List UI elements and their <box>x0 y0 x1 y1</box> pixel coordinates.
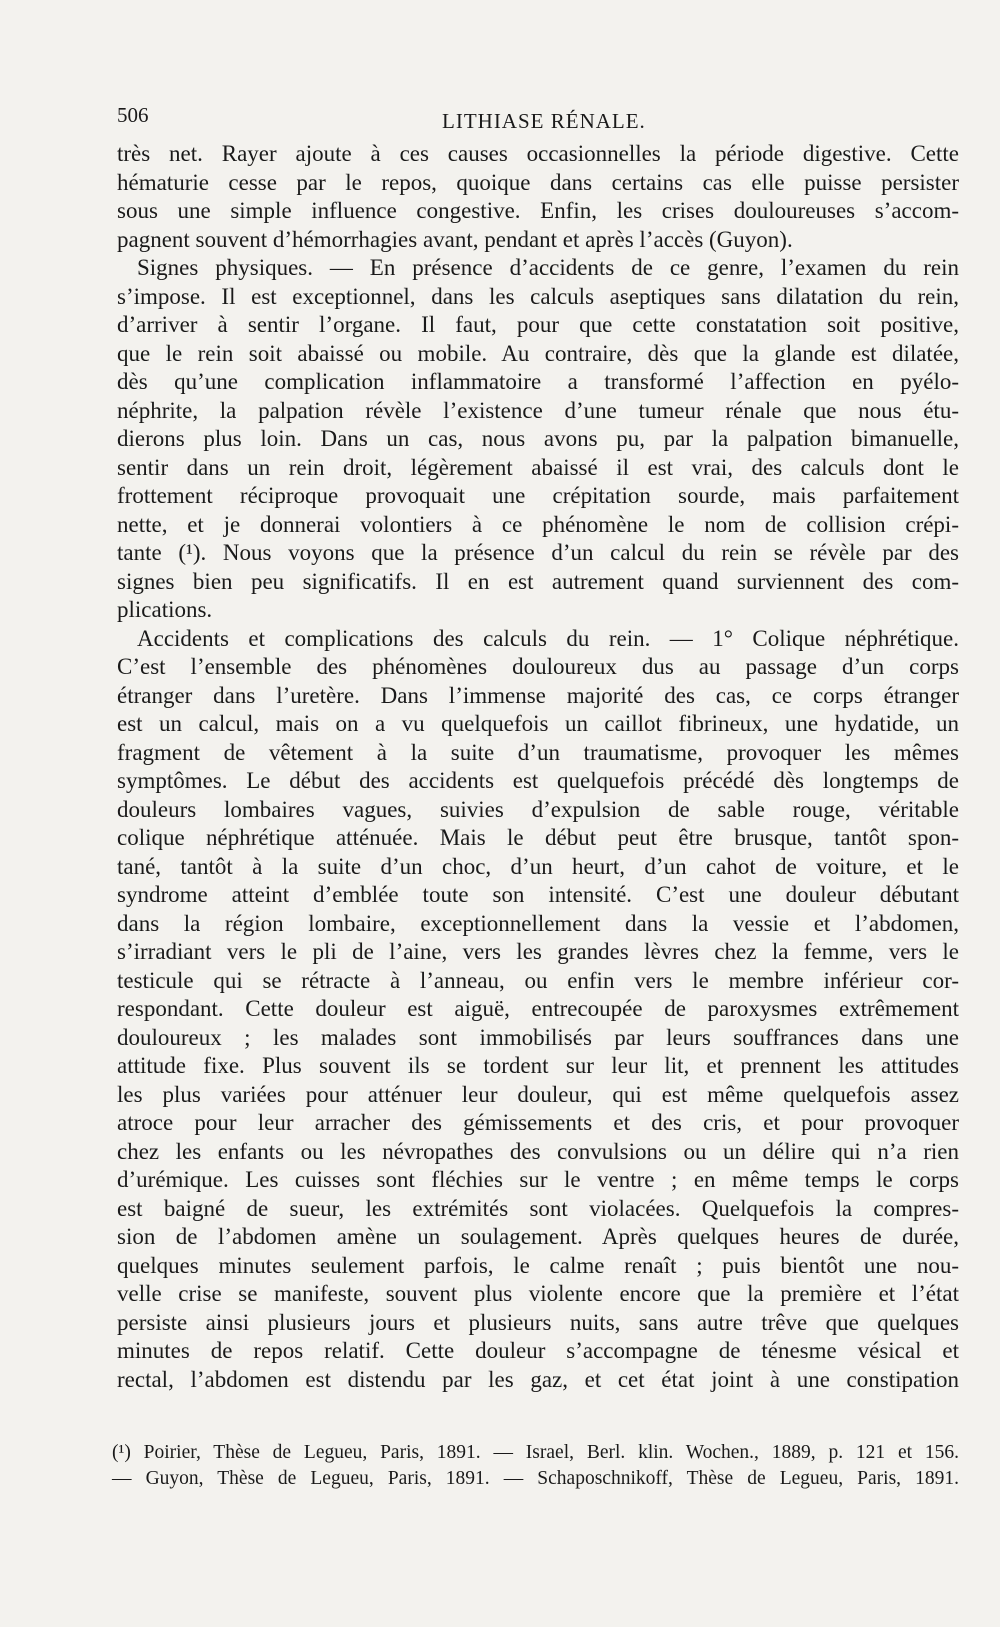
text-line: quelques minutes seulement parfois, le calme renaît ; puis bientôt une nou- <box>117 1252 959 1278</box>
text-line: dans la région lombaire, exceptionnellement dans la vessie et l’abdomen, <box>117 910 959 936</box>
text-line: néphrite, la palpation révèle l’existence d’une tumeur rénale que nous étu- <box>117 397 959 423</box>
text-line: dès qu’une complication inflammatoire a transformé l’affection en pyélo- <box>117 369 959 394</box>
text-line: sion de l’abdomen amène un soulagement. Après quelques heures de durée, <box>117 1224 959 1249</box>
body-text <box>117 140 959 1394</box>
text-line: signes bien peu significatifs. Il en est autrement quand surviennent des com- <box>117 568 959 594</box>
text-line: tané, tantôt à la suite d’un choc, d’un heurt, d’un cahot de voiture, et le <box>117 853 959 879</box>
text-line: tante (¹). Nous voyons que la présence d’un calcul du rein se révèle par des <box>117 540 959 565</box>
text-line: s’irradiant vers le pli de l’aine, vers les grandes lèvres chez la femme, vers le <box>117 939 959 964</box>
text-line: est baigné de sueur, les extrémités sont violacées. Quelquefois la compres- <box>117 1195 959 1221</box>
text-line: Signes physiques. — En présence d’accidents de ce genre, l’examen du rein <box>137 255 959 280</box>
text-line: dierons plus loin. Dans un cas, nous avons pu, par la palpation bimanuelle, <box>117 426 959 451</box>
page-number: 506 <box>117 103 149 127</box>
text-line: douloureux ; les malades sont immobilisés par leurs souffrances dans une <box>117 1024 959 1050</box>
text-line: testicule qui se rétracte à l’anneau, ou enfin vers le membre inférieur cor- <box>117 967 959 993</box>
text-line: symptômes. Le début des accidents est quelquefois précédé dès longtemps de <box>117 768 959 793</box>
text-line: douleurs lombaires vagues, suivies d’expulsion de sable rouge, véritable <box>117 796 959 822</box>
section-heading-line: Accidents et complications des calculs du rein. — 1° Colique néphrétique. <box>137 625 959 651</box>
footnote-line: (¹) Poirier, Thèse de Legueu, Paris, 1891. — Israel, Berl. klin. Wochen., 1889, p. 121 et 156. <box>112 1442 959 1463</box>
running-title: LITHIASE RÉNALE. <box>442 109 646 133</box>
text-line: s’impose. Il est exceptionnel, dans les calculs aseptiques sans dilatation du rein, <box>117 283 959 309</box>
page-header <box>117 103 959 133</box>
text-line: atroce pour leur arracher des gémissements et des cris, et pour provoquer <box>117 1110 959 1135</box>
text-line: est un calcul, mais on a vu quelquefois un caillot fibrineux, une hydatide, un <box>117 711 959 736</box>
text-line: hématurie cesse par le repos, quoique dans certains cas elle puisse persister <box>117 169 959 195</box>
text-line: sentir dans un rein droit, légèrement abaissé il est vrai, des calculs dont le <box>117 454 959 480</box>
footnote-line: — Guyon, Thèse de Legueu, Paris, 1891. — Schaposchnikoff, Thèse de Legueu, Paris, 1891. <box>112 1468 959 1489</box>
text-line: attitude fixe. Plus souvent ils se tordent sur leur lit, et prennent les attitudes <box>117 1053 959 1078</box>
text-line: nette, et je donnerai volontiers à ce phénomène le nom de collision crépi- <box>117 511 959 537</box>
text-line: très net. Rayer ajoute à ces causes occasionnelles la période digestive. Cette <box>117 141 959 166</box>
text-line: d’urémique. Les cuisses sont fléchies sur le ventre ; en même temps le corps <box>117 1167 959 1192</box>
text-line: C’est l’ensemble des phénomènes douloureux dus au passage d’un corps <box>117 654 959 679</box>
text-line: respondant. Cette douleur est aiguë, entrecoupée de paroxysmes extrêmement <box>117 996 959 1021</box>
text-line: velle crise se manifeste, souvent plus violente encore que la première et l’état <box>117 1281 959 1306</box>
text-line: colique néphrétique atténuée. Mais le début peut être brusque, tantôt spon- <box>117 825 959 850</box>
text-line: les plus variées pour atténuer leur douleur, qui est même quelquefois assez <box>117 1081 959 1107</box>
text-line: chez les enfants ou les névropathes des convulsions ou un délire qui n’a rien <box>117 1138 959 1164</box>
text-line: frottement réciproque provoquait une crépitation sourde, mais parfaitement <box>117 483 959 508</box>
text-line: d’arriver à sentir l’organe. Il faut, pour que cette constatation soit positive, <box>117 312 959 337</box>
text-line: syndrome atteint d’emblée toute son intensité. C’est une douleur débutant <box>117 882 959 907</box>
text-line: étranger dans l’uretère. Dans l’immense majorité des cas, ce corps étranger <box>117 682 959 708</box>
text-line: persiste ainsi plusieurs jours et plusieurs nuits, sans autre trêve que quelques <box>117 1309 959 1335</box>
text-line: pagnent souvent d’hémorrhagies avant, pendant et après l’accès (Guyon). <box>117 226 793 252</box>
text-line: que le rein soit abaissé ou mobile. Au contraire, dès que la glande est dilatée, <box>117 340 959 366</box>
text-line: plications. <box>117 597 213 622</box>
text-line: fragment de vêtement à la suite d’un traumatisme, provoquer les mêmes <box>117 739 959 765</box>
footnotes <box>112 1440 959 1492</box>
text-line: sous une simple influence congestive. Enfin, les crises douloureuses s’accom- <box>117 198 959 223</box>
text-line: minutes de repos relatif. Cette douleur s’accompagne de ténesme vésical et <box>117 1338 959 1363</box>
text-line: rectal, l’abdomen est distendu par les gaz, et cet état joint à une constipation <box>117 1366 959 1392</box>
